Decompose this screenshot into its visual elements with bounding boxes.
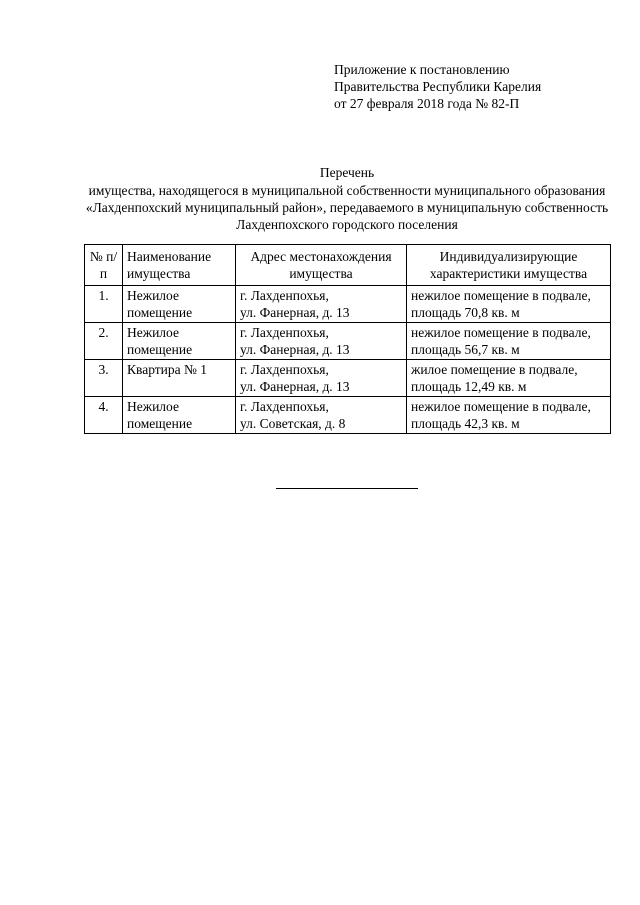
table-header-row xyxy=(85,245,611,286)
table-row xyxy=(85,323,611,360)
title-heading: Перечень xyxy=(319,165,375,180)
end-separator-line xyxy=(276,488,418,489)
table-row xyxy=(85,360,611,397)
row-name: Нежилое помещение xyxy=(123,397,236,434)
row-name: Нежилое помещение xyxy=(123,323,236,360)
appendix-line-2: Правительства Республики Карелия xyxy=(334,79,542,94)
header-num: № п/п xyxy=(85,245,123,286)
address-line-2: ул. Фанерная, д. 13 xyxy=(240,342,350,357)
row-characteristics: жилое помещение в подвале, площадь 12,49 кв. м xyxy=(407,360,611,397)
row-characteristics: нежилое помещение в подвале, площадь 42,3 кв. м xyxy=(407,397,611,434)
row-address xyxy=(236,360,407,397)
address-line-2: ул. Фанерная, д. 13 xyxy=(240,379,350,394)
row-name: Квартира № 1 xyxy=(123,360,236,397)
row-address xyxy=(236,286,407,323)
row-characteristics: нежилое помещение в подвале, площадь 56,7 кв. м xyxy=(407,323,611,360)
header-characteristics: Индивидуализирующие характеристики имущества xyxy=(407,245,611,286)
address-line-1: г. Лахденпохья, xyxy=(240,288,329,303)
row-num: 2. xyxy=(85,323,123,360)
row-num: 1. xyxy=(85,286,123,323)
row-num: 4. xyxy=(85,397,123,434)
title-subtitle: имущества, находящегося в муниципальной собственности муниципального образования «Лахденпохский муниципальный район», передаваемого в муниципальную собственность Лахденпохского городского поселения xyxy=(85,183,609,232)
row-address xyxy=(236,323,407,360)
row-characteristics: нежилое помещение в подвале, площадь 70,8 кв. м xyxy=(407,286,611,323)
header-address: Адрес местонахождения имущества xyxy=(236,245,407,286)
document-title xyxy=(84,165,610,233)
address-line-2: ул. Советская, д. 8 xyxy=(240,416,346,431)
property-table xyxy=(84,244,611,434)
row-address xyxy=(236,397,407,434)
appendix-header xyxy=(334,62,624,113)
appendix-line-3: от 27 февраля 2018 года № 82-П xyxy=(334,96,520,111)
appendix-line-1: Приложение к постановлению xyxy=(334,62,510,77)
address-line-2: ул. Фанерная, д. 13 xyxy=(240,305,350,320)
address-line-1: г. Лахденпохья, xyxy=(240,399,329,414)
row-name: Нежилое помещение xyxy=(123,286,236,323)
row-num: 3. xyxy=(85,360,123,397)
table-row xyxy=(85,286,611,323)
address-line-1: г. Лахденпохья, xyxy=(240,325,329,340)
address-line-1: г. Лахденпохья, xyxy=(240,362,329,377)
header-name: Наименование имущества xyxy=(123,245,236,286)
table-row xyxy=(85,397,611,434)
